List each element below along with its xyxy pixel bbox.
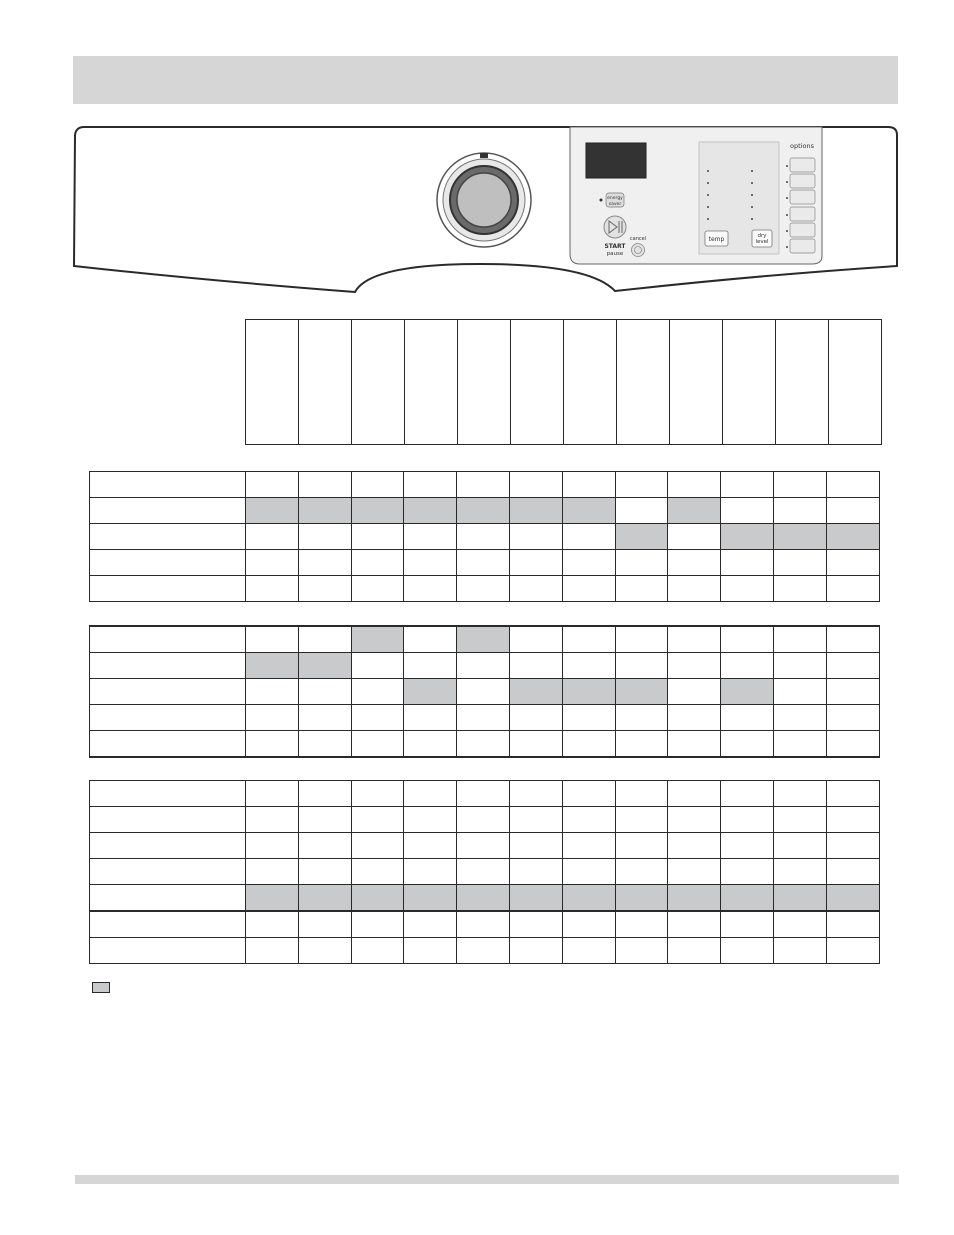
- table-cell: [457, 781, 510, 807]
- table-row: [90, 938, 880, 964]
- column-header-cell: [405, 320, 458, 445]
- table-cell: [668, 705, 721, 731]
- table-cell: [457, 938, 510, 964]
- table-cell: [509, 833, 562, 859]
- energy-saver-label-1: energy: [607, 196, 623, 201]
- table-cell: [826, 911, 879, 938]
- column-header-cell: [458, 320, 511, 445]
- column-header-cell: [564, 320, 617, 445]
- table-cell: [246, 626, 299, 653]
- shaded-cell: [298, 653, 351, 679]
- table-cell: [773, 498, 826, 524]
- table-cell: [721, 938, 774, 964]
- options-label: options: [790, 142, 814, 150]
- table-cell: [721, 576, 774, 602]
- shaded-cell: [351, 498, 404, 524]
- row-label-cell: [90, 679, 246, 705]
- shaded-cell: [721, 524, 774, 550]
- table-row: [90, 781, 880, 807]
- shaded-cell: [457, 498, 510, 524]
- table-cell: [668, 653, 721, 679]
- shaded-cell: [826, 524, 879, 550]
- table-row: [90, 833, 880, 859]
- shaded-cell: [721, 885, 774, 912]
- cancel-label: cancel: [629, 236, 647, 242]
- footer-bar: [75, 1175, 899, 1184]
- table-row: [90, 524, 880, 550]
- table-cell: [562, 731, 615, 758]
- table-cell: [246, 524, 299, 550]
- shaded-cell: [615, 885, 668, 912]
- row-label-cell: [90, 626, 246, 653]
- column-header-grid: [245, 319, 882, 445]
- shaded-cell: [404, 498, 457, 524]
- row-label-cell: [90, 498, 246, 524]
- table-cell: [404, 576, 457, 602]
- table-cell: [721, 653, 774, 679]
- table-cell: [457, 859, 510, 885]
- table-cell: [404, 938, 457, 964]
- table-cell: [773, 781, 826, 807]
- table-cell: [773, 859, 826, 885]
- section-3-table: [89, 780, 880, 964]
- table-cell: [246, 807, 299, 833]
- column-header-cell: [511, 320, 564, 445]
- table-cell: [246, 938, 299, 964]
- table-cell: [562, 472, 615, 498]
- table-cell: [509, 938, 562, 964]
- shaded-cell: [509, 885, 562, 912]
- table-cell: [404, 911, 457, 938]
- table-cell: [351, 524, 404, 550]
- table-cell: [615, 807, 668, 833]
- table-cell: [615, 938, 668, 964]
- table-cell: [826, 626, 879, 653]
- table-cell: [721, 498, 774, 524]
- table-row: [90, 885, 880, 912]
- table-cell: [509, 731, 562, 758]
- energy-saver-label-2: saver: [608, 202, 622, 207]
- table-cell: [826, 833, 879, 859]
- table-cell: [509, 524, 562, 550]
- table-cell: [826, 938, 879, 964]
- start-label: START: [604, 243, 626, 250]
- column-header-cell: [829, 320, 882, 445]
- table-row: [90, 859, 880, 885]
- table-cell: [721, 705, 774, 731]
- table-cell: [562, 576, 615, 602]
- shaded-cell: [562, 885, 615, 912]
- table-cell: [615, 653, 668, 679]
- dry-level-label-2: level: [755, 239, 769, 245]
- table-cell: [298, 911, 351, 938]
- table-cell: [773, 653, 826, 679]
- table-cell: [562, 705, 615, 731]
- column-header-cell: [776, 320, 829, 445]
- shaded-cell: [826, 885, 879, 912]
- table-cell: [668, 524, 721, 550]
- table-cell: [826, 653, 879, 679]
- table-cell: [773, 731, 826, 758]
- table-cell: [615, 550, 668, 576]
- table-cell: [457, 705, 510, 731]
- table-cell: [773, 679, 826, 705]
- shaded-cell: [773, 524, 826, 550]
- table-cell: [826, 679, 879, 705]
- shaded-cell: [509, 498, 562, 524]
- table-cell: [509, 781, 562, 807]
- table-row: [90, 653, 880, 679]
- table-cell: [298, 938, 351, 964]
- digital-display: [586, 143, 646, 178]
- table-row: [90, 498, 880, 524]
- table-cell: [562, 653, 615, 679]
- table-row: [90, 731, 880, 758]
- table-cell: [404, 859, 457, 885]
- table-cell: [615, 498, 668, 524]
- table-cell: [246, 833, 299, 859]
- table-cell: [404, 705, 457, 731]
- table-cell: [404, 472, 457, 498]
- table-cell: [721, 626, 774, 653]
- table-cell: [404, 781, 457, 807]
- table-cell: [404, 653, 457, 679]
- table-row: [90, 472, 880, 498]
- table-cell: [773, 938, 826, 964]
- table-cell: [773, 911, 826, 938]
- table-cell: [773, 550, 826, 576]
- row-label-cell: [90, 524, 246, 550]
- table-cell: [351, 653, 404, 679]
- table-row: [90, 550, 880, 576]
- table-cell: [351, 859, 404, 885]
- table-cell: [457, 911, 510, 938]
- table-cell: [773, 576, 826, 602]
- table-cell: [668, 550, 721, 576]
- table-cell: [457, 731, 510, 758]
- table-cell: [826, 807, 879, 833]
- table-cell: [773, 472, 826, 498]
- table-cell: [668, 626, 721, 653]
- table-cell: [246, 679, 299, 705]
- table-row: [90, 626, 880, 653]
- table-cell: [826, 859, 879, 885]
- option-button-2[interactable]: [790, 174, 815, 188]
- shaded-cell: [562, 498, 615, 524]
- table-cell: [298, 781, 351, 807]
- column-header-cell: [617, 320, 670, 445]
- table-cell: [509, 653, 562, 679]
- table-cell: [668, 938, 721, 964]
- table-row: [90, 807, 880, 833]
- table-cell: [721, 550, 774, 576]
- table-cell: [298, 679, 351, 705]
- table-cell: [562, 524, 615, 550]
- table-cell: [298, 626, 351, 653]
- table-cell: [615, 911, 668, 938]
- table-cell: [351, 807, 404, 833]
- table-cell: [668, 833, 721, 859]
- table-cell: [509, 705, 562, 731]
- table-cell: [562, 807, 615, 833]
- table-row: [90, 679, 880, 705]
- table-cell: [721, 807, 774, 833]
- table-cell: [668, 472, 721, 498]
- table-cell: [404, 833, 457, 859]
- dryer-control-panel: [0, 0, 954, 300]
- shaded-cell: [246, 885, 299, 912]
- table-cell: [615, 833, 668, 859]
- shaded-cell: [721, 679, 774, 705]
- row-label-cell: [90, 653, 246, 679]
- cycle-selector-knob[interactable]: [437, 153, 531, 247]
- column-header-cell: [299, 320, 352, 445]
- option-button-1[interactable]: [790, 158, 815, 172]
- table-cell: [509, 859, 562, 885]
- table-cell: [721, 731, 774, 758]
- table-cell: [773, 626, 826, 653]
- table-cell: [773, 833, 826, 859]
- shaded-cell: [246, 498, 299, 524]
- table-cell: [826, 472, 879, 498]
- row-label-cell: [90, 705, 246, 731]
- start-pause-button[interactable]: [604, 216, 626, 238]
- table-cell: [668, 731, 721, 758]
- table-cell: [351, 781, 404, 807]
- column-header-cell: [670, 320, 723, 445]
- table-cell: [298, 833, 351, 859]
- table-cell: [457, 833, 510, 859]
- shaded-cell: [457, 885, 510, 912]
- table-cell: [826, 550, 879, 576]
- table-cell: [615, 781, 668, 807]
- table-cell: [457, 807, 510, 833]
- table-cell: [773, 705, 826, 731]
- energy-saver-indicator: [600, 199, 603, 202]
- table-cell: [457, 550, 510, 576]
- table-cell: [668, 807, 721, 833]
- table-cell: [615, 626, 668, 653]
- table-cell: [668, 911, 721, 938]
- table-cell: [351, 911, 404, 938]
- table-cell: [562, 550, 615, 576]
- table-cell: [721, 859, 774, 885]
- row-label-cell: [90, 731, 246, 758]
- table-cell: [509, 911, 562, 938]
- row-label-cell: [90, 550, 246, 576]
- row-label-cell: [90, 885, 246, 912]
- row-label-cell: [90, 938, 246, 964]
- dry-level-label-1: dry: [757, 233, 767, 239]
- cancel-button[interactable]: [632, 244, 645, 257]
- table-cell: [351, 705, 404, 731]
- row-label-cell: [90, 472, 246, 498]
- pause-label: pause: [606, 251, 624, 257]
- shaded-cell: [298, 885, 351, 912]
- table-cell: [457, 679, 510, 705]
- table-cell: [615, 731, 668, 758]
- table-cell: [668, 679, 721, 705]
- table-cell: [404, 626, 457, 653]
- row-label-cell: [90, 576, 246, 602]
- shaded-cell: [351, 626, 404, 653]
- table-cell: [351, 679, 404, 705]
- table-cell: [826, 576, 879, 602]
- table-cell: [246, 705, 299, 731]
- table-cell: [298, 807, 351, 833]
- table-cell: [509, 550, 562, 576]
- table-cell: [246, 911, 299, 938]
- table-row: [90, 705, 880, 731]
- table-cell: [562, 626, 615, 653]
- table-cell: [457, 576, 510, 602]
- column-header-row: [246, 320, 882, 445]
- table-cell: [562, 938, 615, 964]
- table-cell: [246, 550, 299, 576]
- legend-shaded-swatch: [92, 982, 110, 993]
- table-cell: [351, 833, 404, 859]
- table-cell: [615, 705, 668, 731]
- temp-label: temp: [708, 236, 725, 243]
- table-cell: [668, 781, 721, 807]
- table-cell: [404, 807, 457, 833]
- shaded-cell: [457, 626, 510, 653]
- table-cell: [826, 781, 879, 807]
- table-cell: [562, 781, 615, 807]
- table-cell: [562, 911, 615, 938]
- table-cell: [509, 626, 562, 653]
- shaded-cell: [298, 498, 351, 524]
- table-cell: [562, 859, 615, 885]
- shaded-cell: [615, 524, 668, 550]
- table-cell: [721, 781, 774, 807]
- shaded-cell: [562, 679, 615, 705]
- table-cell: [298, 859, 351, 885]
- table-cell: [457, 472, 510, 498]
- table-cell: [298, 472, 351, 498]
- table-cell: [298, 550, 351, 576]
- table-row: [90, 911, 880, 938]
- table-cell: [351, 472, 404, 498]
- table-cell: [351, 576, 404, 602]
- table-cell: [509, 576, 562, 602]
- table-cell: [457, 653, 510, 679]
- row-label-cell: [90, 859, 246, 885]
- row-label-cell: [90, 911, 246, 938]
- table-cell: [298, 576, 351, 602]
- shaded-cell: [404, 679, 457, 705]
- table-cell: [509, 807, 562, 833]
- table-cell: [351, 938, 404, 964]
- table-cell: [721, 833, 774, 859]
- row-label-cell: [90, 807, 246, 833]
- table-cell: [246, 859, 299, 885]
- table-cell: [615, 472, 668, 498]
- option-button-6[interactable]: [790, 239, 815, 253]
- table-cell: [668, 576, 721, 602]
- shaded-cell: [404, 885, 457, 912]
- table-cell: [351, 550, 404, 576]
- table-cell: [298, 731, 351, 758]
- row-label-cell: [90, 781, 246, 807]
- shaded-cell: [509, 679, 562, 705]
- row-label-cell: [90, 833, 246, 859]
- table-cell: [298, 524, 351, 550]
- option-button-4[interactable]: [790, 207, 815, 221]
- table-cell: [298, 705, 351, 731]
- table-cell: [246, 731, 299, 758]
- table-cell: [246, 472, 299, 498]
- table-cell: [246, 576, 299, 602]
- table-cell: [457, 524, 510, 550]
- section-1-table: [89, 471, 880, 602]
- shaded-cell: [351, 885, 404, 912]
- shaded-cell: [615, 679, 668, 705]
- column-header-cell: [723, 320, 776, 445]
- option-button-5[interactable]: [790, 223, 815, 237]
- table-cell: [246, 781, 299, 807]
- shaded-cell: [668, 498, 721, 524]
- shaded-cell: [773, 885, 826, 912]
- column-header-cell: [246, 320, 299, 445]
- table-cell: [826, 705, 879, 731]
- table-cell: [826, 731, 879, 758]
- table-cell: [721, 472, 774, 498]
- table-cell: [773, 807, 826, 833]
- table-cell: [404, 550, 457, 576]
- table-cell: [615, 859, 668, 885]
- shaded-cell: [668, 885, 721, 912]
- section-2-table: [89, 625, 880, 758]
- column-header-cell: [352, 320, 405, 445]
- table-cell: [509, 472, 562, 498]
- table-cell: [615, 576, 668, 602]
- table-cell: [404, 731, 457, 758]
- table-cell: [826, 498, 879, 524]
- table-row: [90, 576, 880, 602]
- table-cell: [404, 524, 457, 550]
- shaded-cell: [246, 653, 299, 679]
- table-cell: [668, 859, 721, 885]
- table-cell: [562, 833, 615, 859]
- table-cell: [351, 731, 404, 758]
- option-button-3[interactable]: [790, 190, 815, 204]
- table-cell: [721, 911, 774, 938]
